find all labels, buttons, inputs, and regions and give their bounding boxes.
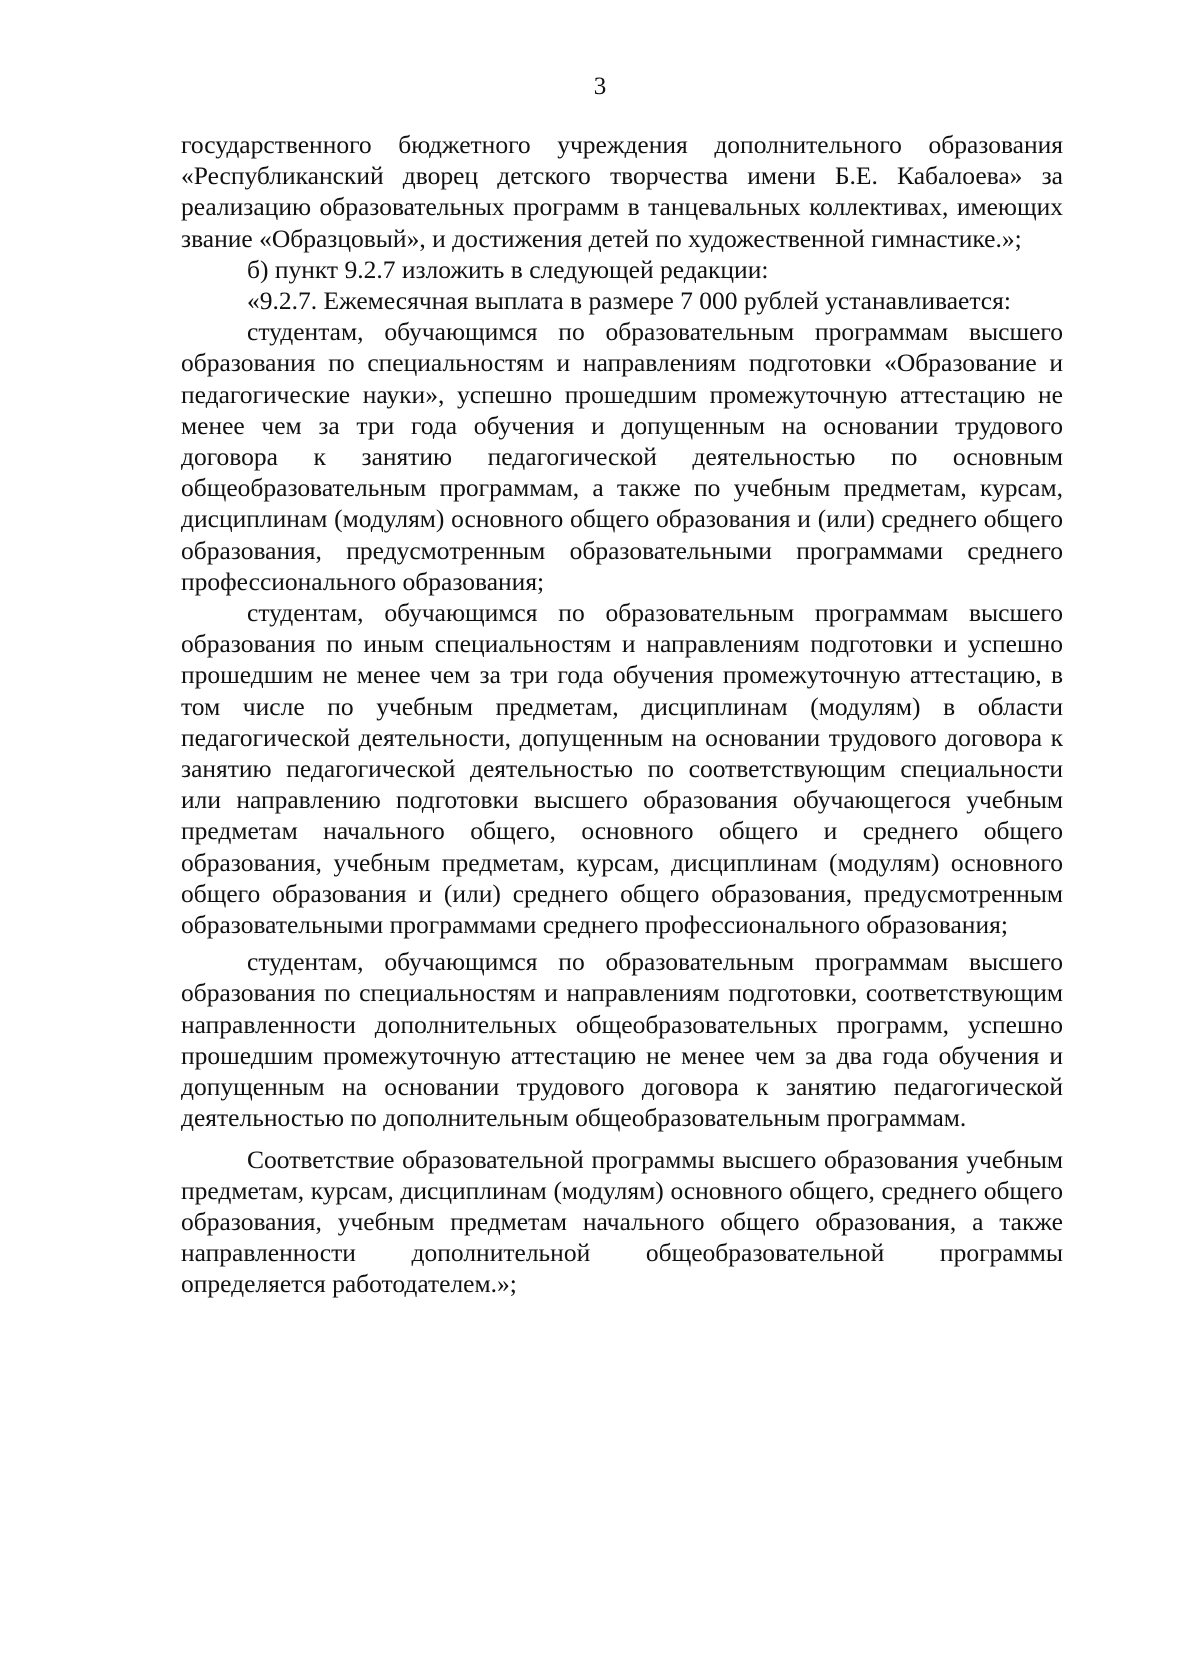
paragraph-program-correspondence: Соответствие образовательной программы высшего образования учебным предметам, курсам, дисциплинам (модулям) основного общего, среднего общего образования, учебным предметам начального общего образования, а также направленности дополнительной общеобразовательной программы определяется работодателем.»;: [181, 1144, 1063, 1299]
paragraph-students-other-specialties: студентам, обучающимся по образовательным программам высшего образования по иным специальностям и направлениям подготовки и успешно прошедшим не менее чем за три года обучения промежуточную аттестацию, в том числе по учебным предметам, дисциплинам (модулям) в области педагогической деятельности, допущенным на основании трудового договора к занятию педагогической деятельностью по соответствующим специальности или направлению подготовки высшего образования обучающегося учебным предметам начального общего, основного общего и среднего общего образования, учебным предметам, курсам, дисциплинам (модулям) основного общего образования и (или) среднего общего образования, предусмотренным образовательными программами среднего профессионального образования;: [181, 598, 1063, 940]
document-body: [181, 129, 1063, 1300]
paragraph-students-pedagogical: студентам, обучающимся по образовательным программам высшего образования по специальностям и направлениям подготовки «Образование и педагогические науки», успешно прошедшим промежуточную аттестацию не менее чем за три года обучения и допущенным на основании трудового договора к занятию педагогической деятельностью по основным общеобразовательным программам, а также по учебным предметам, курсам, дисциплинам (модулям) основного общего образования и (или) среднего общего образования, предусмотренным образовательными программами среднего профессионального образования;: [181, 317, 1063, 596]
paragraph-students-additional-programs: студентам, обучающимся по образовательным программам высшего образования по специальностям и направлениям подготовки, соответствующим направленности дополнительных общеобразовательных программ, успешно прошедшим промежуточную аттестацию не менее чем за два года обучения и допущенным на основании трудового договора к занятию педагогической деятельностью по дополнительным общеобразовательным программам.: [181, 947, 1063, 1133]
paragraph-clause-9-2-7: «9.2.7. Ежемесячная выплата в размере 7 000 рублей устанавливается:: [247, 286, 1011, 316]
paragraph-continuation: государственного бюджетного учреждения дополнительного образования «Республиканский дворец детского творчества имени Б.Е. Кабалоева» за реализацию образовательных программ в танцевальных коллективах, имеющих звание «Образцовый», и достижения детей по художественной гимнастике.»;: [181, 130, 1063, 253]
paragraph-amendment-b: б) пункт 9.2.7 изложить в следующей редакции:: [247, 254, 769, 284]
page-number: 3: [593, 73, 607, 100]
